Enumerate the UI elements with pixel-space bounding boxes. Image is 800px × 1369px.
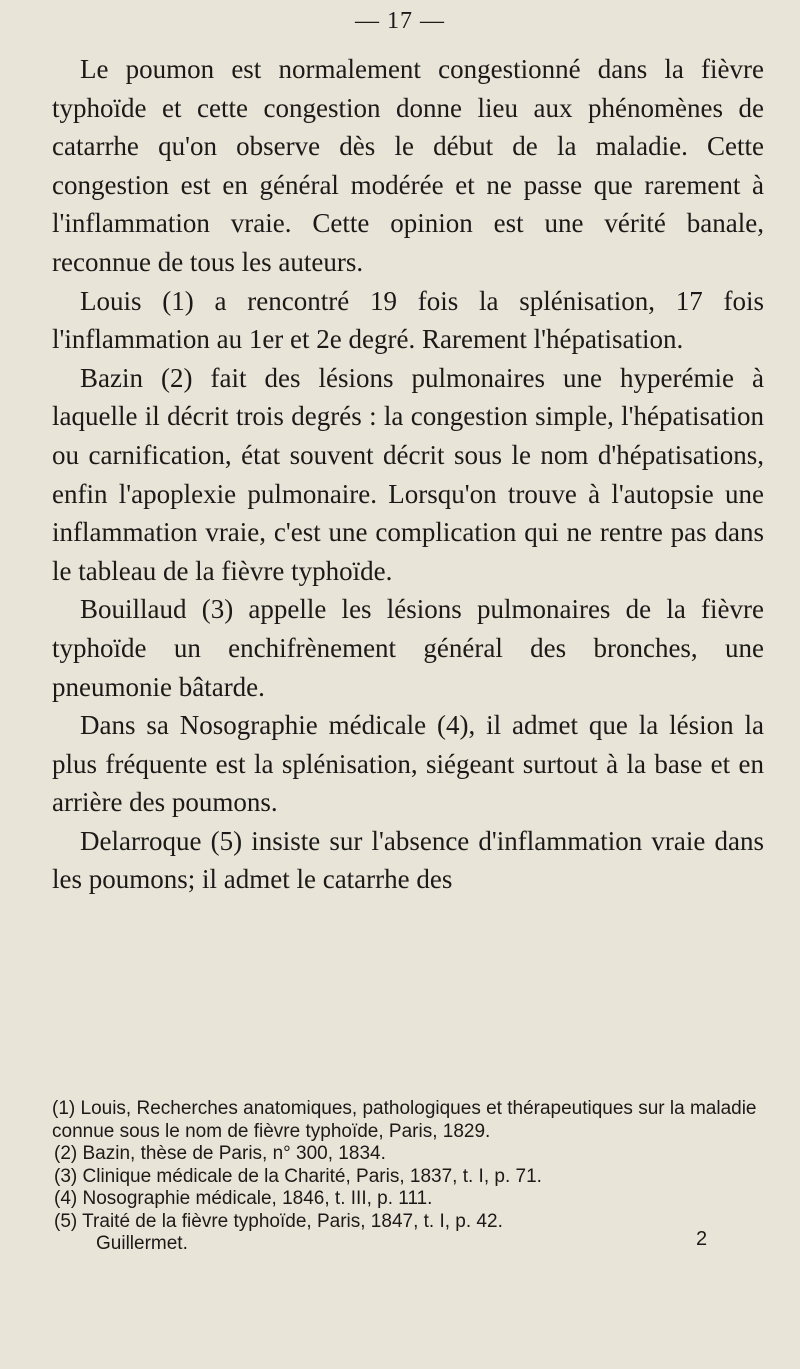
paragraph-1: Le poumon est normalement congestionné dans la fièvre typhoïde et cette congestion donne lieu aux phénomènes de catarrhe qu'on observe dès le début de la maladie. Cette congestion est en général modérée et ne passe que rarement à l'inflammation vraie. Cette opinion est une vérité banale, reconnue de tous les auteurs. (52, 54, 764, 277)
footnotes (52, 1098, 764, 1256)
printer-name: Guillermet. (96, 1233, 188, 1254)
footnote-3: (3) Clinique médicale de la Charité, Paris, 1837, t. I, p. 71. (54, 1165, 542, 1187)
body-text (52, 50, 764, 899)
footnote-2: (2) Bazin, thèse de Paris, n° 300, 1834. (54, 1143, 386, 1164)
footnote-4: (4) Nosographie médicale, 1846, t. III, p. 111. (54, 1188, 433, 1209)
footnote-5: (5) Traité de la fièvre typhoïde, Paris, 1847, t. I, p. 42. (54, 1210, 503, 1232)
paragraph-2: Louis (1) a rencontré 19 fois la splénisation, 17 fois l'inflammation au 1er et 2e degré. Rarement l'hépatisation. (52, 285, 764, 355)
footnote-1: (1) Louis, Recherches anatomiques, pathologiques et thérapeutiques sur la maladie connue sous le nom de fièvre typhoïde, Paris, 1829. (52, 1098, 757, 1142)
signature-mark: 2 (696, 1228, 708, 1250)
page-number: — 17 — (355, 8, 445, 34)
paragraph-6: Delarroque (5) insiste sur l'absence d'inflammation vraie dans les poumons; il admet le catarrhe des (52, 825, 764, 895)
paragraph-4: Bouillaud (3) appelle les lésions pulmonaires de la fièvre typhoïde un enchifrènement général des bronches, une pneumonie bâtarde. (52, 594, 764, 702)
paragraph-5: Dans sa Nosographie médicale (4), il admet que la lésion la plus fréquente est la splénisation, siégeant surtout à la base et en arrière des poumons. (52, 710, 764, 818)
paragraph-3: Bazin (2) fait des lésions pulmonaires une hyperémie à laquelle il décrit trois degrés : la congestion simple, l'hépatisation ou carnification, état souvent décrit sous le nom d'hépatisations, enfin l'apoplexie pulmonaire. Lorsqu'on trouve à l'autopsie une inflammation vraie, c'est une complication qui ne rentre pas dans le tableau de la fièvre typhoïde. (52, 362, 764, 586)
